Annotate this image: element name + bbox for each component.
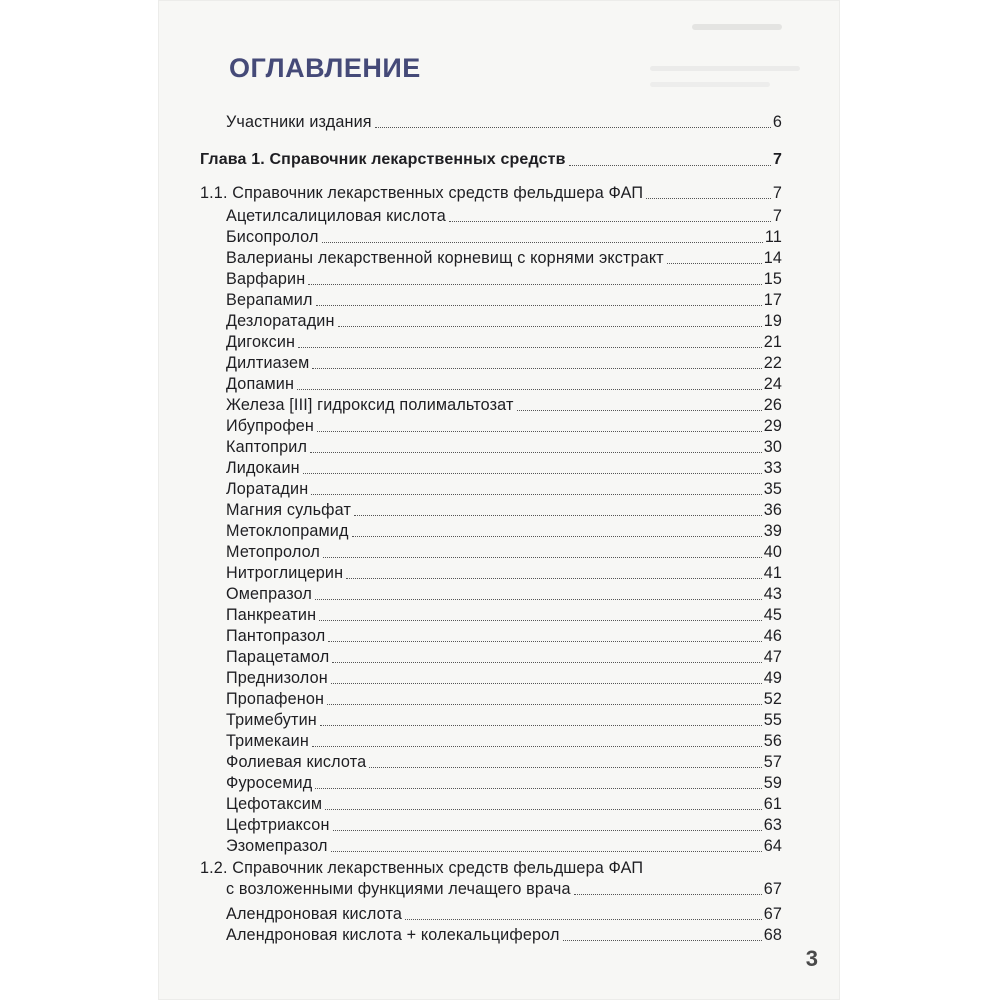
toc-entry-item[interactable] [226,269,782,289]
toc-entry-page: 29 [763,417,782,435]
leader-dots [331,682,762,684]
toc-entry-title: Пантопразол [226,627,326,645]
leader-dots [327,703,762,705]
toc-entry-title: Каптоприл [226,438,308,456]
leader-dots [354,514,762,516]
leader-dots [315,787,761,789]
toc-entry-page: 67 [763,905,782,923]
toc-entry-page: 7 [772,151,782,168]
toc-entry-page: 33 [763,459,782,477]
toc-entry-item[interactable] [226,500,782,520]
book-page [158,0,840,1000]
toc-entry-page: 45 [763,606,782,624]
toc-entry-title: Допамин [226,375,295,393]
toc-entry-intro[interactable] [226,112,782,132]
leader-dots [298,346,762,348]
toc-entry-item[interactable] [226,925,782,945]
toc-entry-page: 52 [763,690,782,708]
toc-entry-title: Дезлоратадин [226,312,335,330]
toc-entry-title: Верапамил [226,291,313,309]
toc-entry-page: 11 [764,228,782,246]
leader-dots [317,430,762,432]
toc-entry-title: Варфарин [226,270,306,288]
toc-entry-page: 41 [763,564,782,582]
toc-entry-title: Метопролол [226,543,321,561]
toc-entry-page: 40 [763,543,782,561]
leader-dots [319,619,761,621]
toc-entry-page: 24 [763,375,782,393]
toc-entry-item[interactable] [226,479,782,499]
toc-entry-item[interactable] [226,521,782,541]
leader-dots [325,808,761,810]
toc-entry-page: 21 [763,333,782,351]
toc-entry-title: Бисопролол [226,228,319,246]
toc-entry-item[interactable] [226,689,782,709]
toc-entry-title: Панкреатин [226,606,317,624]
toc-section-1-2-title-line1[interactable]: 1.2. Справочник лекарственных средств фельдшера ФАП [200,859,644,877]
toc-entry-title: Фуросемид [226,774,313,792]
toc-entry-page: 67 [763,880,782,898]
toc-entry-item[interactable] [226,904,782,924]
toc-entry-item[interactable] [226,563,782,583]
toc-entry-section-1-2[interactable] [226,879,782,899]
toc-entry-page: 7 [772,207,782,225]
toc-entry-item[interactable] [226,752,782,772]
toc-entry-title: Парацетамол [226,648,330,666]
leader-dots [320,724,762,726]
toc-entry-title: Цефотаксим [226,795,323,813]
toc-entry-title: Метоклопрамид [226,522,349,540]
toc-entry-title: Дилтиазем [226,354,310,372]
toc-entry-page: 17 [763,291,782,309]
leader-dots [667,262,762,264]
toc-entry-page: 19 [763,312,782,330]
toc-entry-item[interactable] [226,794,782,814]
leader-dots [517,409,762,411]
toc-entry-title: Ибупрофен [226,417,315,435]
leader-dots [333,829,762,831]
leader-dots [405,918,762,920]
toc-entry-chapter-1[interactable] [200,150,782,170]
leader-dots [331,850,762,852]
leader-dots [328,640,761,642]
toc-entry-title: Дигоксин [226,333,296,351]
toc-entry-page: 64 [763,837,782,855]
toc-entry-item[interactable] [226,458,782,478]
toc-entry-item[interactable] [226,395,782,415]
leader-dots [312,745,762,747]
toc-entry-item[interactable] [226,290,782,310]
toc-entry-section-1-1[interactable] [200,183,782,203]
toc-entry-title: Преднизолон [226,669,328,687]
leader-dots [563,939,762,941]
toc-entry-page: 63 [763,816,782,834]
toc-entry-page: 15 [763,270,782,288]
toc-entry-page: 46 [763,627,782,645]
leader-dots [310,451,762,453]
page-number: 3 [805,946,818,971]
toc-entry-title: 1.1. Справочник лекарственных средств фельдшера ФАП [200,184,644,202]
leader-dots [322,241,763,243]
toc-entry-item[interactable] [226,668,782,688]
toc-entry-page: 35 [763,480,782,498]
toc-entry-item[interactable] [226,311,782,331]
toc-entry-item[interactable] [226,605,782,625]
toc-entry-item[interactable] [226,227,782,247]
toc-entry-title: Участники издания [226,113,372,131]
toc-entry-page: 68 [763,926,782,944]
toc-entry-title: Тримебутин [226,711,317,729]
leader-dots [449,220,771,222]
toc-entry-item[interactable] [226,773,782,793]
leader-dots [311,493,761,495]
toc-entry-page: 22 [763,354,782,372]
toc-entry-title: Алендроновая кислота [226,905,402,923]
toc-entry-page: 39 [763,522,782,540]
leader-dots [369,766,761,768]
toc-entry-item[interactable] [226,374,782,394]
toc-entry-title: Тримекаин [226,732,309,750]
leader-dots [346,577,761,579]
toc-entry-page: 36 [763,501,782,519]
leader-dots [569,164,771,166]
toc-entry-page: 55 [763,711,782,729]
toc-entry-item[interactable] [226,416,782,436]
toc-entry-item[interactable] [226,542,782,562]
leader-dots [297,388,762,390]
leader-dots [323,556,762,558]
toc-entry-item[interactable] [226,731,782,751]
toc-entry-title: Алендроновая кислота + колекальциферол [226,926,560,944]
leader-dots [646,197,771,199]
toc-entry-item[interactable] [226,815,782,835]
toc-entry-page: 57 [763,753,782,771]
leader-dots [303,472,762,474]
toc-entry-title: Валерианы лекарственной корневищ с корнями экстракт [226,249,664,267]
table-of-contents [158,0,840,1000]
leader-dots [574,893,762,895]
leader-dots [316,304,762,306]
toc-entry-page: 61 [763,795,782,813]
toc-entry-item[interactable] [226,626,782,646]
toc-entry-item[interactable] [226,647,782,667]
leader-dots [352,535,762,537]
toc-entry-item[interactable] [226,206,782,226]
toc-entry-page: 7 [772,184,782,202]
toc-entry-item[interactable] [226,248,782,268]
leader-dots [308,283,761,285]
leader-dots [312,367,761,369]
toc-entry-title: Магния сульфат [226,501,352,519]
toc-title: ОГЛАВЛЕНИЕ [229,53,421,83]
toc-entry-title: Лидокаин [226,459,300,477]
toc-entry-item[interactable] [226,332,782,352]
toc-entry-page: 43 [763,585,782,603]
toc-entry-page: 6 [772,113,782,131]
toc-entry-title: Эзомепразол [226,837,328,855]
toc-entry-item[interactable] [226,584,782,604]
leader-dots [315,598,762,600]
leader-dots [332,661,761,663]
toc-entry-title: Глава 1. Справочник лекарственных средств [200,151,566,168]
toc-entry-page: 47 [763,648,782,666]
toc-entry-item[interactable] [226,437,782,457]
toc-entry-title: Нитроглицерин [226,564,344,582]
toc-entry-item[interactable] [226,353,782,373]
toc-entry-title: Омепразол [226,585,312,603]
toc-entry-page: 59 [763,774,782,792]
toc-entry-title: Цефтриаксон [226,816,330,834]
toc-entry-item[interactable] [226,836,782,856]
leader-dots [338,325,762,327]
toc-entry-title: Ацетилсалициловая кислота [226,207,446,225]
toc-entry-page: 30 [763,438,782,456]
toc-entry-page: 14 [763,249,782,267]
toc-entry-title: Фолиевая кислота [226,753,367,771]
toc-entry-title: с возложенными функциями лечащего врача [226,880,571,898]
toc-entry-page: 56 [763,732,782,750]
toc-entry-page: 49 [763,669,782,687]
toc-entry-title: Лоратадин [226,480,309,498]
toc-entry-page: 26 [763,396,782,414]
toc-entry-item[interactable] [226,710,782,730]
leader-dots [375,126,771,128]
toc-entry-title: Железа [III] гидроксид полимальтозат [226,396,514,414]
toc-entry-title: Пропафенон [226,690,325,708]
